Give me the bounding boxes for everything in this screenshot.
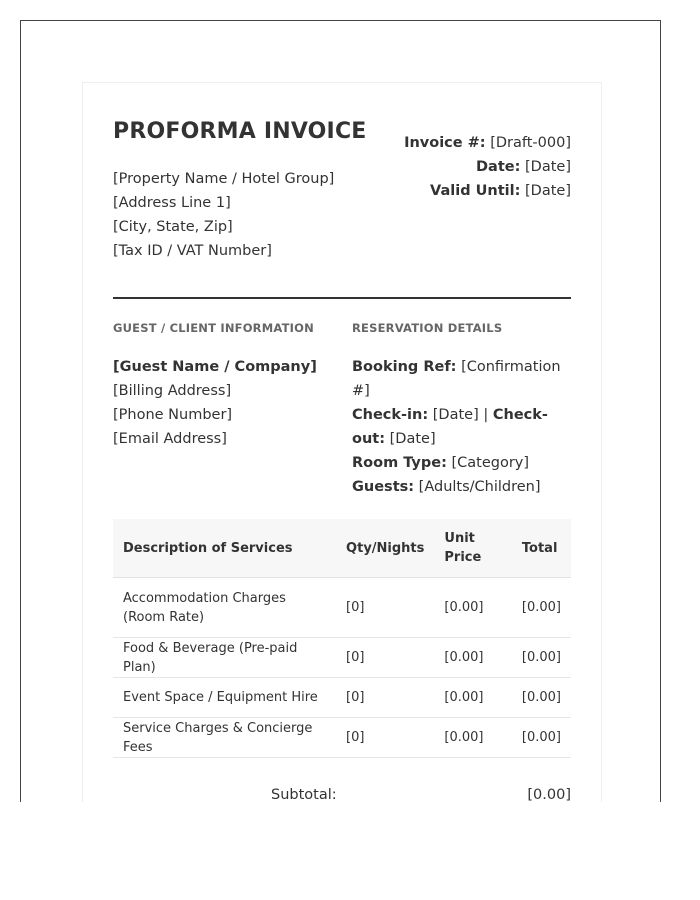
valid-until-row — [404, 179, 571, 203]
valid-until-value: [Date] — [525, 183, 571, 199]
guest-billing: [Billing Address] — [113, 383, 232, 399]
invoice-date-value: [Date] — [525, 159, 571, 175]
invoice-number-label: Invoice #: — [404, 135, 486, 151]
booking-ref-value: [Confirmation #] — [352, 359, 561, 399]
table-row — [113, 638, 571, 678]
header-divider — [113, 297, 571, 299]
row-unit-price: [0.00] — [434, 718, 512, 758]
table-header-row — [113, 519, 571, 578]
row-unit-price: [0.00] — [434, 678, 512, 718]
document-frame — [20, 20, 661, 802]
checkout-value: [Date] — [389, 431, 436, 447]
row-description: Service Charges & Concierge Fees — [113, 718, 336, 758]
services-table — [113, 519, 571, 758]
company-info — [113, 167, 334, 263]
invoice-date-row — [404, 155, 571, 179]
company-city: [City, State, Zip] — [113, 219, 233, 235]
company-address: [Address Line 1] — [113, 195, 231, 211]
row-total: [0.00] — [512, 638, 571, 678]
row-total: [0.00] — [512, 578, 571, 638]
page-title: PROFORMA INVOICE — [113, 119, 367, 144]
reservation-info — [352, 355, 577, 499]
col-header-unit-price: Unit Price — [434, 519, 512, 578]
subtotal-label: Subtotal: — [271, 787, 337, 802]
checkin-value: [Date] — [432, 407, 479, 423]
guests-value: [Adults/Children] — [418, 479, 541, 495]
room-type-value: [Category] — [451, 455, 530, 471]
row-qty: [0] — [336, 678, 434, 718]
row-total: [0.00] — [512, 718, 571, 758]
table-row — [113, 678, 571, 718]
subtotal-value: [0.00] — [527, 787, 571, 802]
invoice-number-value: [Draft-000] — [490, 135, 571, 151]
row-qty: [0] — [336, 578, 434, 638]
valid-until-label: Valid Until: — [430, 183, 521, 199]
invoice-number-row — [404, 131, 571, 155]
row-qty: [0] — [336, 638, 434, 678]
guest-phone: [Phone Number] — [113, 407, 233, 423]
row-qty: [0] — [336, 718, 434, 758]
guests-label: Guests: — [352, 479, 415, 495]
col-header-description: Description of Services — [113, 519, 336, 578]
invoice-sheet — [82, 82, 602, 802]
row-total: [0.00] — [512, 678, 571, 718]
col-header-total: Total — [512, 519, 571, 578]
col-header-qty: Qty/Nights — [336, 519, 434, 578]
table-row — [113, 718, 571, 758]
row-description: Food & Beverage (Pre-paid Plan) — [113, 638, 336, 678]
guest-email: [Email Address] — [113, 431, 227, 447]
booking-ref-label: Booking Ref: — [352, 359, 457, 375]
row-unit-price: [0.00] — [434, 638, 512, 678]
checkin-separator: | — [483, 407, 489, 423]
reservation-heading: RESERVATION DETAILS — [352, 321, 503, 335]
guest-heading: GUEST / CLIENT INFORMATION — [113, 321, 314, 335]
row-unit-price: [0.00] — [434, 578, 512, 638]
invoice-date-label: Date: — [476, 159, 521, 175]
guest-info — [113, 355, 317, 451]
checkout-label: Check-out: — [352, 407, 548, 447]
invoice-meta — [404, 131, 571, 203]
guest-name: [Guest Name / Company] — [113, 359, 317, 375]
company-tax-id: [Tax ID / VAT Number] — [113, 243, 272, 259]
row-description: Event Space / Equipment Hire — [113, 678, 336, 718]
row-description: Accommodation Charges (Room Rate) — [113, 578, 336, 638]
table-row — [113, 578, 571, 638]
checkin-label: Check-in: — [352, 407, 429, 423]
room-type-label: Room Type: — [352, 455, 447, 471]
company-name: [Property Name / Hotel Group] — [113, 171, 335, 187]
